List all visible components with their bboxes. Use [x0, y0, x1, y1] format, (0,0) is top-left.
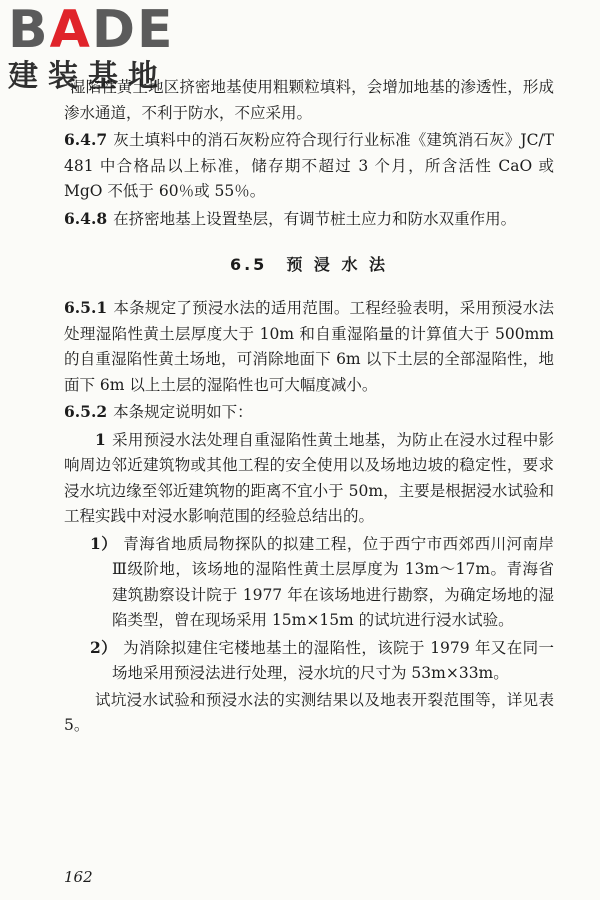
clause-item-1: 1 采用预浸水法处理自重湿陷性黄土地基，为防止在浸水过程中影响周边邻近建筑物或其他工程的安全使用以及场地边坡的稳定性，要求浸水坑边缘至邻近建筑物的距离不宜小于 50m，主要是根据浸水试验和工程实践中对浸水影响范围的经验总结出的。 [64, 429, 554, 525]
logo-subtitle: 建装基地 [8, 59, 168, 94]
page-number: 162 [64, 868, 93, 886]
section-heading: 6.5 预 浸 水 法 [229, 255, 389, 274]
logo-wordmark: BADE [8, 0, 175, 60]
clause-6-4-8: 6.4.8 在挤密地基上设置垫层，有调节桩土应力和防水双重作用。 [64, 208, 517, 228]
clause-6-5-1: 6.5.1 本条规定了预浸水法的适用范围。工程经验表明，采用预浸水法处理湿陷性黄土层厚度大于 10m 和自重湿陷量的计算值大于 500mm 的自重湿陷性黄土场地，可消除地面下 6m 以下土层的全部湿陷性，地面下 6m 以上土层的湿陷性也可大幅度减小。 [64, 298, 554, 394]
sub-item-1: 1） 青海省地质局物探队的拟建工程，位于西宁市西郊西川河南岸Ⅲ级阶地，该场地的湿陷性黄土层厚度为 13m～17m。青海省建筑勘察设计院于 1977 年在该场地进行勘察，为确定场地的湿陷类型，曾在现场采用 15m×15m 的试坑进行浸水试验。 [90, 533, 554, 629]
document-body [64, 74, 554, 740]
clause-6-4-7: 6.4.7 灰土填料中的消石灰粉应符合现行行业标准《建筑消石灰》JC/T 481 中合格品以上标准，储存期不超过 3 个月，所含活性 CaO 或 MgO 不低于 60％或 55％。 [64, 130, 554, 200]
clause-6-5-2: 6.5.2 本条规定说明如下： [64, 402, 253, 421]
clause-number: 6.5.2 [64, 402, 108, 421]
clause-number: 6.4.8 [64, 208, 108, 228]
paragraph: 湿陷性黄土地区挤密地基使用粗颗粒填料，会增加地基的渗透性，形成渗水通道，不利于防水，不应采用。 [64, 78, 554, 122]
clause-number: 6.4.7 [64, 130, 108, 149]
clause-number: 6.5.1 [64, 298, 108, 317]
sub-item-2: 2） 为消除拟建住宅楼地基土的湿陷性，该院于 1979 年又在同一场地采用预浸法进行处理，浸水坑的尺寸为 53m×33m。 [90, 637, 554, 682]
closing-paragraph: 试坑浸水试验和预浸水法的实测结果以及地表开裂范围等，详见表 5。 [64, 690, 554, 734]
